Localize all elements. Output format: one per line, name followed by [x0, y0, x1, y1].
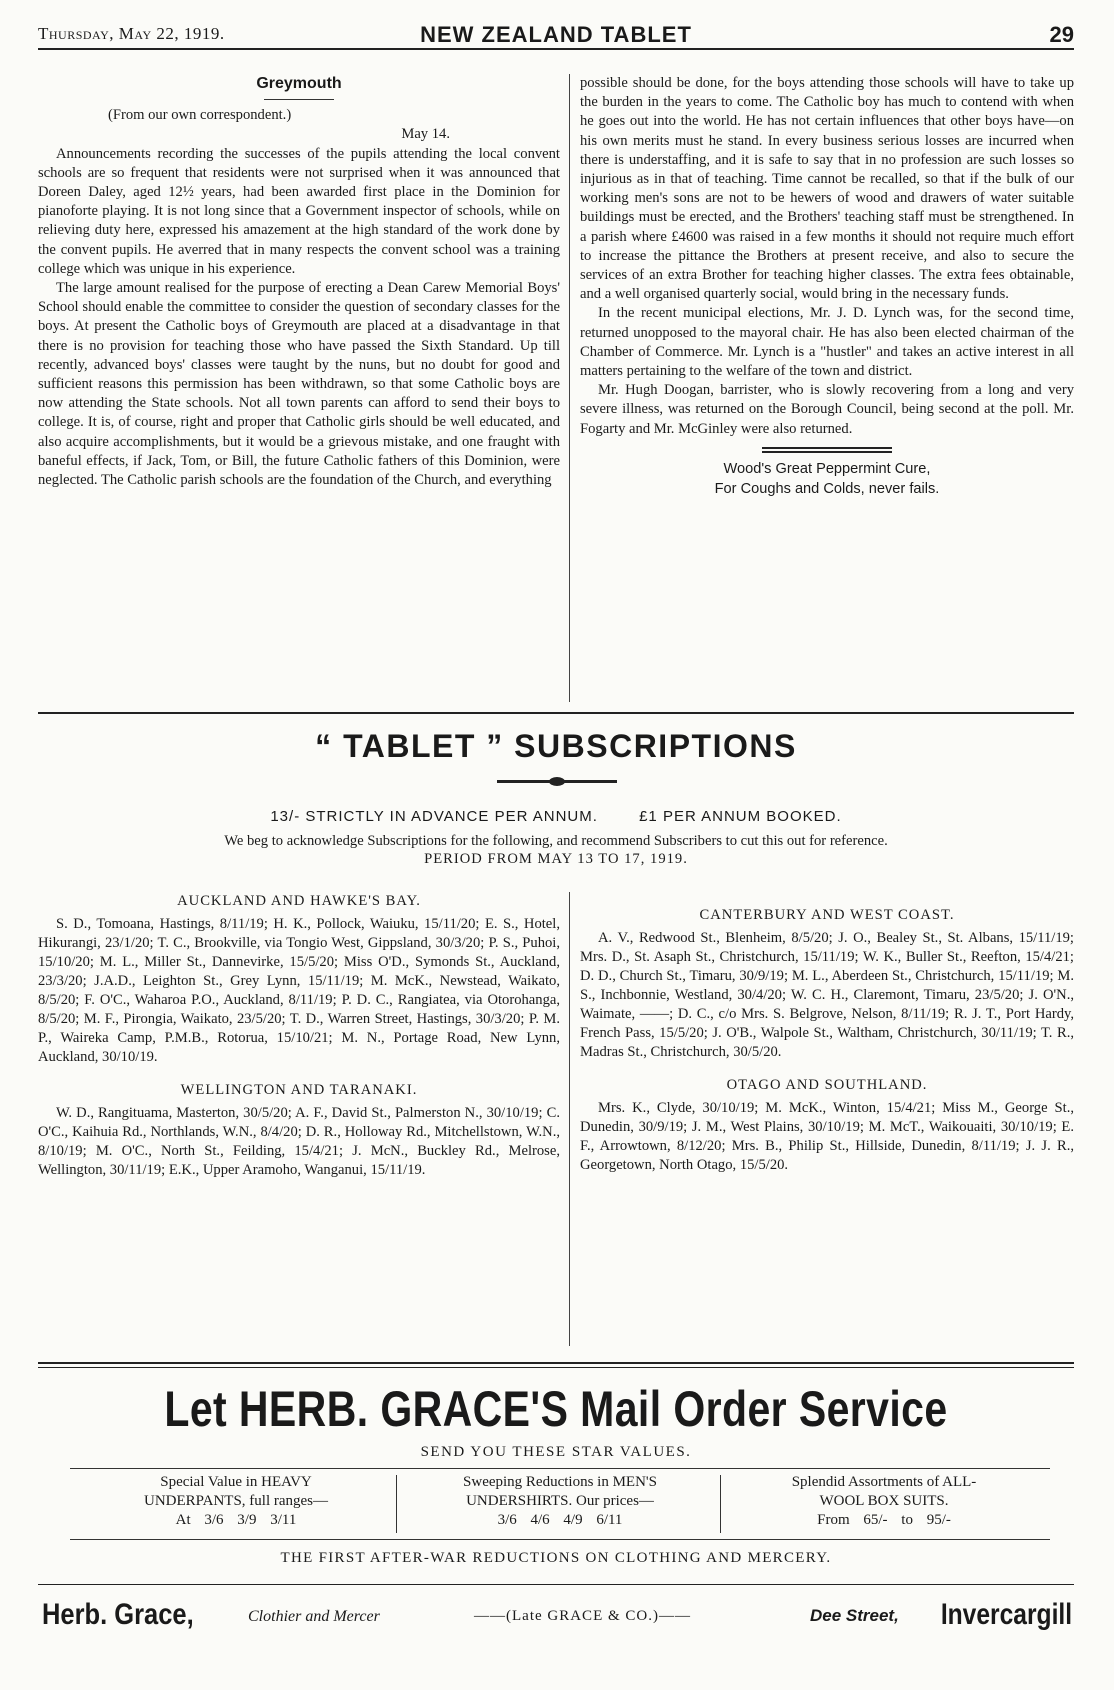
subscriptions-title: “ TABLET ” SUBSCRIPTIONS: [315, 728, 797, 764]
section-rule-thin: [38, 1367, 1074, 1368]
offer-line: Splendid Assortments of ALL-: [791, 1474, 977, 1490]
ornament-rule: [497, 780, 617, 783]
region-list-otago: Mrs. K., Clyde, 30/10/19; M. McK., Winton, 15/4/21; Miss M., George St., Dunedin, 30/9/19; J. M., West Plains, 30/10/19; M. McT., Waikouaiti, 30/10/19; E. F., Arrowtown, 8/12/20; Mrs. B., Philip St., Hillside, Dunedin, 8/11/19; J. J. R., Georgetown, North Otago, 15/5/20.: [580, 1100, 1074, 1173]
article-paragraph: In the recent municipal elections, Mr. J. D. Lynch was, for the second time, returned unopposed to the mayoral chair. He has also been elected chairman of the Chamber of Commerce. Mr. Lynch is a "hustler" and takes an active interest in all matters pertaining to the welfare of the town and district.: [580, 305, 1074, 380]
heading-rule: [264, 99, 334, 100]
acknowledge-line: We beg to acknowledge Subscriptions for the following, and recommend Subscribers to cut this out for reference.: [224, 833, 888, 849]
grace-name: Herb. Grace,: [42, 1598, 194, 1631]
column-divider: [569, 892, 570, 1346]
article-paragraph: Announcements recording the successes of the pupils attending the local convent schools are so frequent that residents were not surprised when it was announced that Doreen Daley, aged 12½ years, had been awarded first place in the Dominion for pianoforte playing. It is not long since that a Government inspector of schools, while on relieving duty here, expressed his amazement at the high standard of the work done by the convent pupils. He averred that in many respects the convent school was a training college which was unique in his experience.: [38, 145, 560, 277]
offer-divider: [720, 1475, 721, 1533]
article-continued: possible should be done, for the boys attending those schools will have to take up the burden in the years to come. The Catholic boy has much to contend with when he goes out into the world. He has not certain influences that other boys have—on his own merits must he stand. In every business serious losses are incurred when there is understaffing, and it is safe to say that in no profession are such losses so injurious as in that of teaching. Time cannot be recalled, so that if the bulk of our working men's sons are not to be hewers of wood and drawers of water suitable buildings must be erected, and the Brothers' teaching staff must be strengthened. In a parish where £4600 was raised in a few months it should not require much effort to increase the pittance the Brothers at present receive, and also to secure the services of an extra Brother for teaching higher classes. The extra fees obtainable, and a well organised quarterly social, would bring in the necessary funds.: [580, 75, 1074, 303]
terms-advance: 13/- STRICTLY IN ADVANCE PER ANNUM.: [270, 808, 598, 825]
newspaper-title: NEW ZEALAND TABLET: [420, 22, 692, 47]
greymouth-column-right: [580, 74, 1074, 704]
section-rule: [38, 1362, 1074, 1364]
issue-date: Thursday, May 22, 1919.: [38, 24, 225, 43]
offer-prices: From 65/- to 95/-: [817, 1512, 951, 1528]
period-line: PERIOD FROM MAY 13 TO 17, 1919.: [424, 851, 688, 867]
offer-line: Sweeping Reductions in MEN'S: [463, 1474, 657, 1490]
region-list-auckland: S. D., Tomoana, Hastings, 8/11/19; H. K., Pollock, Waiuku, 15/11/20; E. S., Hotel, Hikurangi, 23/1/20; T. C., Brookville, via Tongio West, Gippsland, 30/3/20; P. S., Puhoi, 15/10/20; M. L., Miller St., Dannevirke, 15/5/20; Miss O'D., Symonds St., Auckland, 23/3/20; J.A.D., Leighton St., Grey Lynn, 15/11/19; M. McK., Newstead, Waikato, 8/5/20; F. O'C., Waharoa P.O., Auckland, 8/11/19; P. D. C., Rangiatea, via Otorohanga, 8/5/20; M. F., Pirongia, Waikato, 23/5/20; T. D., Warren Street, Hastings, 30/3/20; P. M. P., Waireka Camp, P.M.B., Rotorua, 15/10/21; M. N., Portage Road, New Lynn, Auckland, 30/10/19.: [38, 916, 560, 1065]
offer-prices: 3/6 4/6 4/9 6/11: [497, 1512, 623, 1528]
offer-divider: [396, 1475, 397, 1533]
offer-suits: [728, 1473, 1040, 1530]
peppermint-ad-line2: For Coughs and Colds, never fails.: [714, 480, 940, 497]
offer-line: Special Value in HEAVY: [160, 1474, 312, 1490]
offer-prices: At 3/6 3/9 3/11: [175, 1512, 297, 1528]
ad-rule: [762, 447, 892, 453]
region-heading-auckland: AUCKLAND AND HAWKE'S BAY.: [177, 893, 421, 909]
grace-street: Dee Street,: [810, 1606, 899, 1625]
grace-ad-title: Let HERB. GRACE'S Mail Order Service: [164, 1381, 948, 1437]
offer-line: UNDERPANTS, full ranges—: [143, 1493, 329, 1509]
region-heading-canterbury: CANTERBURY AND WEST COAST.: [699, 907, 955, 923]
dateline: May 14.: [401, 126, 450, 143]
region-heading-wellington: WELLINGTON AND TARANAKI.: [180, 1082, 418, 1098]
column-divider: [569, 74, 570, 702]
terms-booked: £1 PER ANNUM BOOKED.: [639, 808, 842, 825]
offer-line: WOOL BOX SUITS.: [819, 1493, 949, 1509]
region-list-canterbury: A. V., Redwood St., Blenheim, 8/5/20; J. O., Bealey St., St. Albans, 15/11/19; Mrs. D., St. Asaph St., Christchurch, 15/11/19; W. K., Buller St., Reefton, 15/4/21; D. D., Church St., Timaru, 30/9/19; M. L., Aberdeen St., Christchurch, 15/11/19; M. S., Inchbonnie, Westland, 30/4/20; W. C. H., Claremont, Timaru, 23/5/20; J. O'N., Waimate, ——; D. C., c/o Mrs. S. Belgrove, Nelson, 8/11/19; R. J. T., Port Hardy, French Pass, 15/5/20; J. O'B., Walpole St., Waltham, Christchurch, 30/11/19; T. R., Madras St., Christchurch, 30/5/20.: [580, 930, 1074, 1060]
region-list-wellington: W. D., Rangituama, Masterton, 30/5/20; A. F., David St., Palmerston N., 30/10/19; C. O'C., Kaihuia Rd., Northlands, W.N., 8/4/20; D. R., Holloway Rd., Mitchellstown, W.N., 8/10/19; M. O'C., North St., Feilding, 15/4/21; J. McN., Buckley Rd., Melrose, Wellington, 30/11/19; E.K., Upper Aramoho, Wanganui, 15/11/19.: [38, 1105, 560, 1178]
grace-ad-subtitle: SEND YOU THESE STAR VALUES.: [420, 1444, 692, 1460]
section-rule: [38, 712, 1074, 714]
article-paragraph: The large amount realised for the purpose of erecting a Dean Carew Memorial Boys' School should enable the committee to consider the question of secondary classes for the boys. At present the Catholic boys of Greymouth are placed at a disadvantage in that there is no provision for teaching those who have passed the Sixth Standard. Up till recently, advanced boys' classes were taught by the nuns, but no doubt for good and sufficient reasons this permission has been withdrawn, so that some Catholic boys are now attending the State schools. Not all town parents can afford to send their boys to college. It is, of course, right and proper that Catholic girls should be well educated, and also acquire accomplishments, but it would be a grievous mistake, and one fraught with baneful effects, if Jack, Tom, or Bill, the future Catholic fathers of this Dominion, were neglected. The Catholic parish schools are the foundation of the Church, and everything: [38, 280, 560, 489]
grace-footer: [38, 1598, 1074, 1638]
article-paragraph: Mr. Hugh Doogan, barrister, who is slowly recovering from a long and very severe illness, was returned on the Borough Council, being second at the poll. Mr. Fogarty and Mr. McGinley were also returned.: [580, 382, 1074, 437]
greymouth-heading: Greymouth: [256, 75, 342, 92]
grace-late: ——(Late GRACE & CO.)——: [474, 1608, 691, 1624]
offer-underpants: [80, 1473, 392, 1530]
offer-line: UNDERSHIRTS. Our prices—: [466, 1493, 654, 1509]
greymouth-column-left: [38, 74, 560, 704]
grace-trade: Clothier and Mercer: [248, 1608, 380, 1625]
ad-rule: [38, 1584, 1074, 1585]
subscription-terms: [38, 808, 1074, 825]
region-heading-otago: OTAGO AND SOUTHLAND.: [726, 1077, 928, 1093]
subscriptions-right: [580, 906, 1074, 1356]
peppermint-ad-line1: Wood's Great Peppermint Cure,: [723, 460, 931, 477]
grace-town: Invercargill: [940, 1598, 1072, 1631]
subscriptions-left: [38, 892, 560, 1352]
masthead: [38, 22, 1074, 50]
correspondent-line: (From our own correspondent.): [108, 107, 292, 124]
page-number: 29: [1049, 22, 1074, 47]
grace-first-reductions: THE FIRST AFTER-WAR REDUCTIONS ON CLOTHING AND MERCERY.: [280, 1550, 832, 1566]
offer-undershirts: [404, 1473, 716, 1530]
grace-offers-box: [70, 1468, 1050, 1540]
